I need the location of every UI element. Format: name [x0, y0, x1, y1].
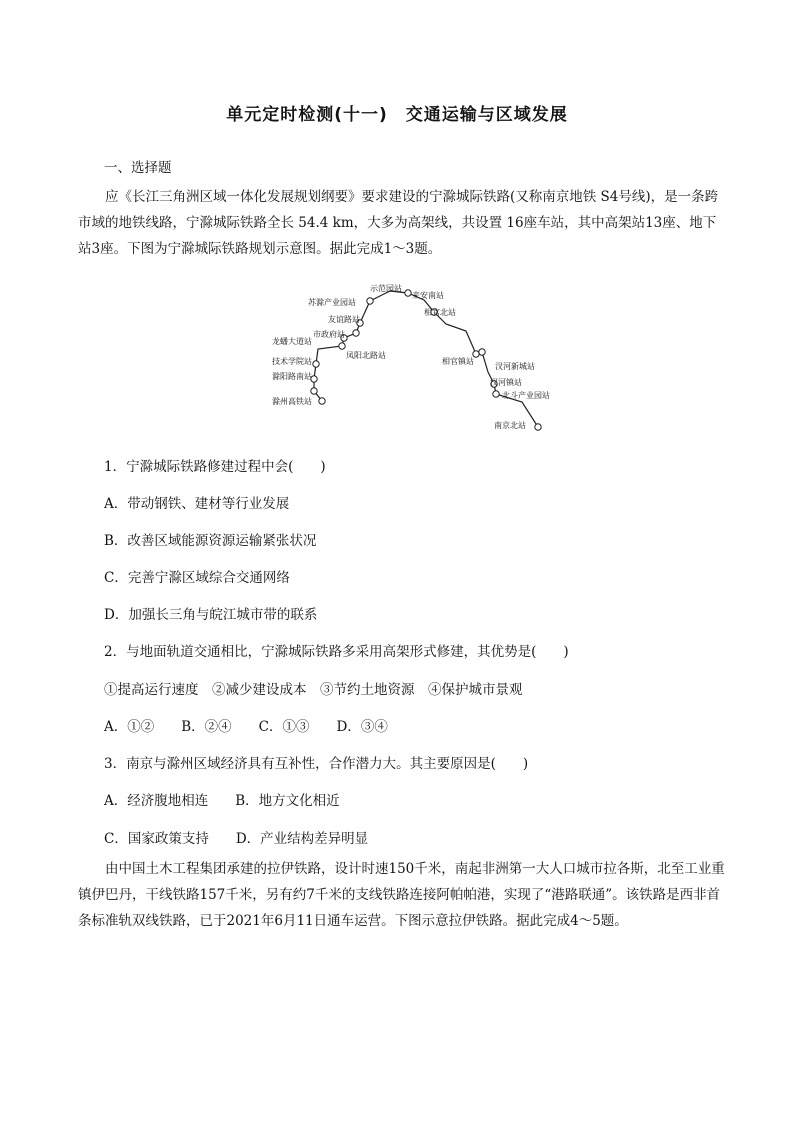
station-marker — [405, 290, 411, 296]
station-label: 相官北站 — [424, 308, 456, 317]
question-2-options: A．①② B．②④ C．①③ D．③④ — [104, 719, 388, 735]
intro-text: 应《长江三角洲区域一体化发展规划纲要》要求建设的宁滁城际铁路(又称南京地铁 S4号线)，是一条跨市域的地铁线路，宁滁城际铁路全长 54.4 km，大多为高架线，共设置 16座车站，其中高架站13座、地下站3座。下图为宁滁城际铁路规划示意图。据此完成1～3题。 — [78, 189, 719, 257]
question-1-option-a: A．带动钢铁、建材等行业发展 — [104, 496, 290, 512]
station-marker — [367, 298, 373, 304]
intro-paragraph — [78, 184, 728, 262]
question-3-options-row-1: A．经济腹地相连 B．地方文化相近 — [104, 793, 340, 809]
question-3-options-row-2: C．国家政策支持 D．产业结构差异明显 — [104, 831, 369, 847]
station-label: 友谊路站 — [328, 315, 360, 324]
station-marker — [319, 398, 325, 404]
station-marker — [479, 349, 485, 355]
station-label: 凤阳北路站 — [346, 351, 386, 360]
station-label: 市政府站 — [313, 330, 345, 339]
station-marker — [311, 388, 317, 394]
second-paragraph-text: 由中国土木工程集团承建的拉伊铁路，设计时速150千米，南起非洲第一大人口城市拉各斯，北至工业重镇伊巴丹，干线铁路157千米，另有约7千米的支线铁路连接阿帕帕港，实现了“港路联通”。该铁路是西非首条标准轨双线铁路，已于2021年6月11日通车运营。下图示意拉伊铁路。据此完成4～5题。 — [78, 861, 725, 929]
station-label: 来安南站 — [412, 291, 444, 300]
station-label: 滁阳路南站 — [272, 372, 312, 381]
section-heading: 一、选择题 — [104, 160, 172, 176]
station-label: 汊河新城站 — [495, 362, 535, 371]
station-label: 相官镇站 — [442, 357, 474, 366]
station-marker — [313, 361, 319, 367]
station-marker — [493, 391, 499, 397]
station-label: 苏滁产业园站 — [308, 298, 356, 307]
station-marker — [353, 330, 359, 336]
question-3-stem: 3．南京与滁州区域经济具有互补性，合作潜力大。其主要原因是( ) — [104, 756, 529, 772]
question-2-stem: 2．与地面轨道交通相比，宁滁城际铁路多采用高架形式修建，其优势是( ) — [104, 644, 569, 660]
station-label: 龙蟠大道站 — [272, 337, 312, 346]
station-label: 示范园站 — [370, 284, 402, 293]
station-label: 北斗产业园站 — [502, 391, 550, 400]
station-marker — [535, 424, 541, 430]
question-1-option-b: B．改善区域能源资源运输紧张状况 — [104, 533, 317, 549]
railway-route-map — [262, 276, 582, 436]
second-paragraph — [78, 856, 728, 934]
question-1-option-c: C．完善宁滁区域综合交通网络 — [104, 570, 290, 586]
station-label: 汊河镇站 — [490, 378, 522, 387]
question-1-option-d: D．加强长三角与皖江城市带的联系 — [104, 607, 318, 623]
page-title: 单元定时检测(十一) 交通运输与区域发展 — [226, 105, 568, 125]
station-label: 技术学院站 — [272, 357, 312, 366]
question-2-items: ①提高运行速度 ②减少建设成本 ③节约土地资源 ④保护城市景观 — [104, 682, 523, 698]
station-marker — [339, 343, 345, 349]
station-label: 滁州高铁站 — [272, 397, 312, 406]
station-label: 南京北站 — [494, 421, 526, 430]
question-1-stem: 1．宁滁城际铁路修建过程中会( ) — [104, 459, 326, 475]
